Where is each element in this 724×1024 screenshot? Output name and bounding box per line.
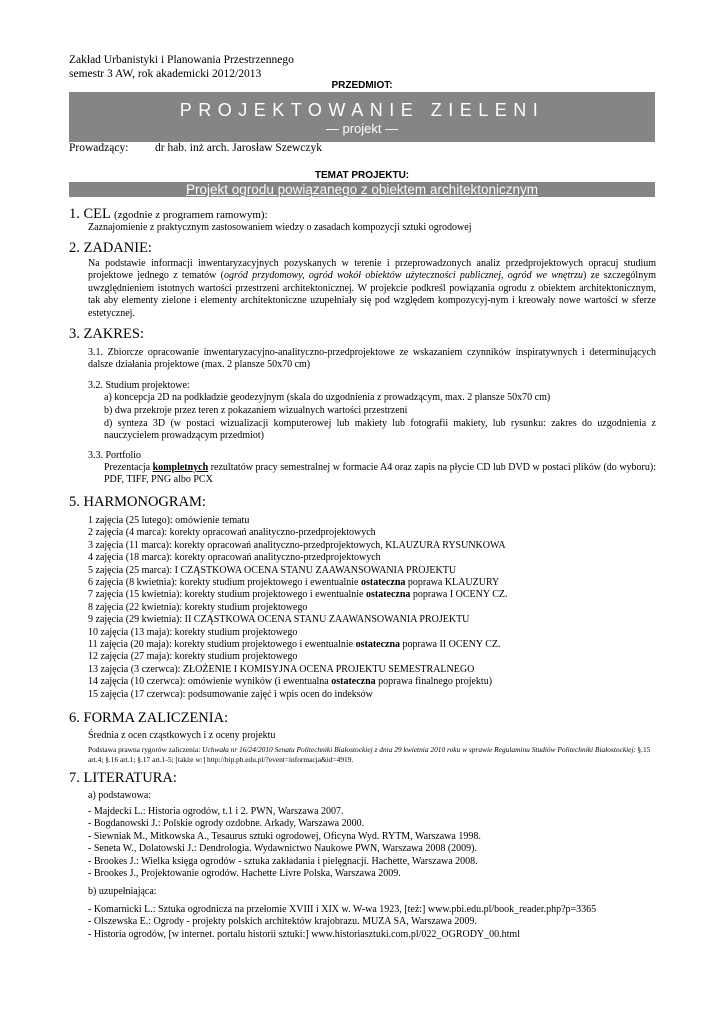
cel-text: Zaznajomienie z praktycznym zastosowaniem wiedzy o zasadach kompozycji sztuki ogrodowej [88,222,472,233]
list-item: - Siewniak M., Mitkowska A., Tesaurus sztuki ogrodowej, Oficyna Wyd. RYTM, Warszawa 1998. [88,830,481,842]
list-item: - Komarnicki L.: Sztuka ogrodnicza na przełomie XVIII i XIX w. W-wa 1923, [też:] www.pbi.edu.pl/book_reader.php?p=3365 [88,904,597,915]
institution-name: Zakład Urbanistyki i Planowania Przestrzennego [69,54,294,66]
topic-label: TEMAT PROJEKTU: [314,170,410,181]
literatura-extra-list [88,904,658,941]
subject-label: PRZEDMIOT: [331,80,393,91]
list-item: 5 zajęcia (25 marca): I CZĄSTKOWA OCENA STANU ZAAWANSOWANIA PROJEKTU [88,564,457,576]
literatura-extra-label: b) uzupełniająca: [88,886,157,897]
list-item: 3 zajęcia (11 marca): korekty opracowań analityczno-przedprojektowych, KLAUZURA RYSUNKOWA [88,539,506,551]
zakres-3-3-title: 3.3. Portfolio [88,450,142,461]
portfolio-bold: kompletnych [152,462,209,473]
section-literatura-heading: 7. LITERATURA: [69,770,177,786]
zadanie-text-1: Na podstawie informacji inwentaryzacyjnych pozyskanych w terenie i przeprowadzonych analiz przedprojektowych opracuj studium projektowe jednego z tematów ( [88,258,656,282]
list-item: 1 zajęcia (25 lutego): omówienie tematu [88,515,250,526]
literatura-basic-label: a) podstawowa: [88,790,152,801]
portfolio-text-1: Prezentacja [104,462,153,473]
literatura-basic-list [88,806,658,880]
note-text-1: Podstawa prawna rygorów zaliczenia: [88,745,203,754]
list-item: - Brookes J., Projektowanie ogrodów. Hachette Livre Polska, Warszawa 2009. [88,868,401,880]
list-item: 11 zajęcia (20 maja): korekty studium projektowego i ewentualnie ostateczna poprawa II OCENY CZ. [88,639,501,651]
note-text-italic: Uchwała nr 16/24/2010 Senatu Politechniki Białostockiej z dnia 29 kwietnia 2010 roku w sprawie Regulaminu Studiów Politechniki Białostockiej [202,745,634,754]
list-item: 12 zajęcia (27 maja): korekty studium projektowego [88,651,298,663]
lecturer-name: dr hab. inż arch. Jarosław Szewczyk [155,142,323,154]
forma-legal-note [88,745,658,765]
section-cel-title: 1. CEL [69,206,111,222]
subject-subtitle: — projekt — [325,121,399,136]
zadanie-text-2: ) ze szczególnym uwzględnieniem istotnych wartości przestrzeni architektonicznej. W projekcie podkreśl powiązania ogrodu z obiektem architektonicznym, tak aby elementy zielone i elementy architektoniczne uzupełniały się pod względem kompozycyj-nym i kreowały nowe wartości w sferze estetycznej. [88,270,656,319]
section-harmonogram-heading: 5. HARMONOGRAM: [69,494,206,510]
list-item: 2 zajęcia (4 marca): korekty opracowań analityczno-przedprojektowych [88,527,376,539]
zakres-3-3-text [104,462,656,487]
subject-banner [69,92,655,142]
zakres-3-2-b: b) dwa przekroje przez teren z pokazaniem wizualnych wartości przestrzeni [104,405,408,416]
section-zakres-heading: 3. ZAKRES: [69,326,144,342]
list-item: 4 zajęcia (18 marca): korekty opracowań analityczno-przedprojektowych [88,552,381,564]
list-item: 7 zajęcia (15 kwietnia): korekty studium projektowego i ewentualnie ostateczna poprawa I OCENY CZ. [88,589,508,601]
lecturer-label: Prowadzący: [69,142,129,154]
zadanie-text [88,258,656,320]
list-item: 9 zajęcia (29 kwietnia): II CZĄSTKOWA OCENA STANU ZAAWANSOWANIA PROJEKTU [88,614,470,626]
zakres-3-2-title: 3.2. Studium projektowe: [88,380,190,391]
zakres-3-2-a: a) koncepcja 2D na podkładzie geodezyjnym (skala do uzgodnienia z prowadzącym, max. 2 plansze 50x70 cm) [104,392,551,403]
list-item: - Majdecki L.: Historia ogrodów, t.1 i 2. PWN, Warszawa 2007. [88,806,344,817]
harmonogram-list [88,515,658,701]
topic-banner [69,182,655,197]
list-item: - Seneta W., Dolatowski J.: Dendrologia. Wydawnictwo Naukowe PWN, Warszawa 2008 (2009). [88,843,477,855]
section-forma-heading: 6. FORMA ZALICZENIA: [69,710,229,726]
portfolio-text-2: rezultatów pracy semestralnej w formacie A4 oraz zapis na płycie CD lub DVD w postaci plików (do wyboru): PDF, TIFF, PNG albo PCX [104,462,656,486]
list-item: 13 zajęcia (3 czerwca): ZŁOŻENIE I KOMISYJNA OCENA PROJEKTU SEMESTRALNEGO [88,663,475,675]
list-item: - Historia ogrodów, [w internet. portalu historii sztuki:] www.historiasztuki.com.pl/022_OGRODY_00.html [88,928,520,940]
list-item: 6 zajęcia (8 kwietnia): korekty studium projektowego i ewentualnie ostateczna poprawa KLAUZURY [88,577,500,589]
semester-info: semestr 3 AW, rok akademicki 2012/2013 [69,68,262,80]
section-zadanie-heading: 2. ZADANIE: [69,240,152,256]
list-item: - Bogdanowski J.: Polskie ogrody ozdobne. Arkady, Warszawa 2000. [88,818,365,830]
zakres-3-2-d: d) synteza 3D (w postaci wizualizacji komputerowej lub makiety lub fotografii makiety, lub rysunku: zakres do uzgodnienia z nauczycielem prowadzącym przedmiot) [104,418,656,442]
list-item: 15 zajęcia (17 czerwca): podsumowanie zajęć i wpis ocen do indeksów [88,688,373,700]
section-cel-note: (zgodnie z programem ramowym): [113,209,268,221]
zakres-3-1: 3.1. Zbiorcze opracowanie inwentaryzacyjno-analityczno-przedprojektowe ze wskazaniem czynników inspiratywnych i determinujących dalsze działania projektowe (max. 2 plansze 50x70 cm) [88,347,656,371]
topic-title: Projekt ogrodu powiązanego z obiektem architektonicznym [186,182,538,197]
list-item: 10 zajęcia (13 maja): korekty studium projektowego [88,626,298,638]
list-item: 14 zajęcia (10 czerwca): omówienie wyników (i ewentualna ostateczna poprawa finalnego projektu) [88,676,493,688]
list-item: 8 zajęcia (22 kwietnia): korekty studium projektowego [88,601,308,613]
zadanie-text-italic: ogród przydomowy, ogród wokół obiektów użyteczności publicznej, ogród we wnętrzu [223,270,584,282]
subject-title: PROJEKTOWANIE ZIELENI [179,100,545,120]
lecturer-row [69,141,322,155]
list-item: - Brookes J.: Wielka księga ogrodów - sztuka zakładania i pielęgnacji. Hachette, Warszawa 2008. [88,855,478,867]
list-item: - Olszewska E.: Ogrody - projekty polskich architektów krajobrazu. MUZA SA, Warszawa 2009. [88,916,477,928]
forma-text: Średnia z ocen cząstkowych i z oceny projektu [88,730,276,741]
note-text-2: : §.15 art.4; §.16 art.1; §.17 art.1-5; [także w:] http://bip.pb.edu.pl/?event=informacja&id=4919. [88,745,651,764]
